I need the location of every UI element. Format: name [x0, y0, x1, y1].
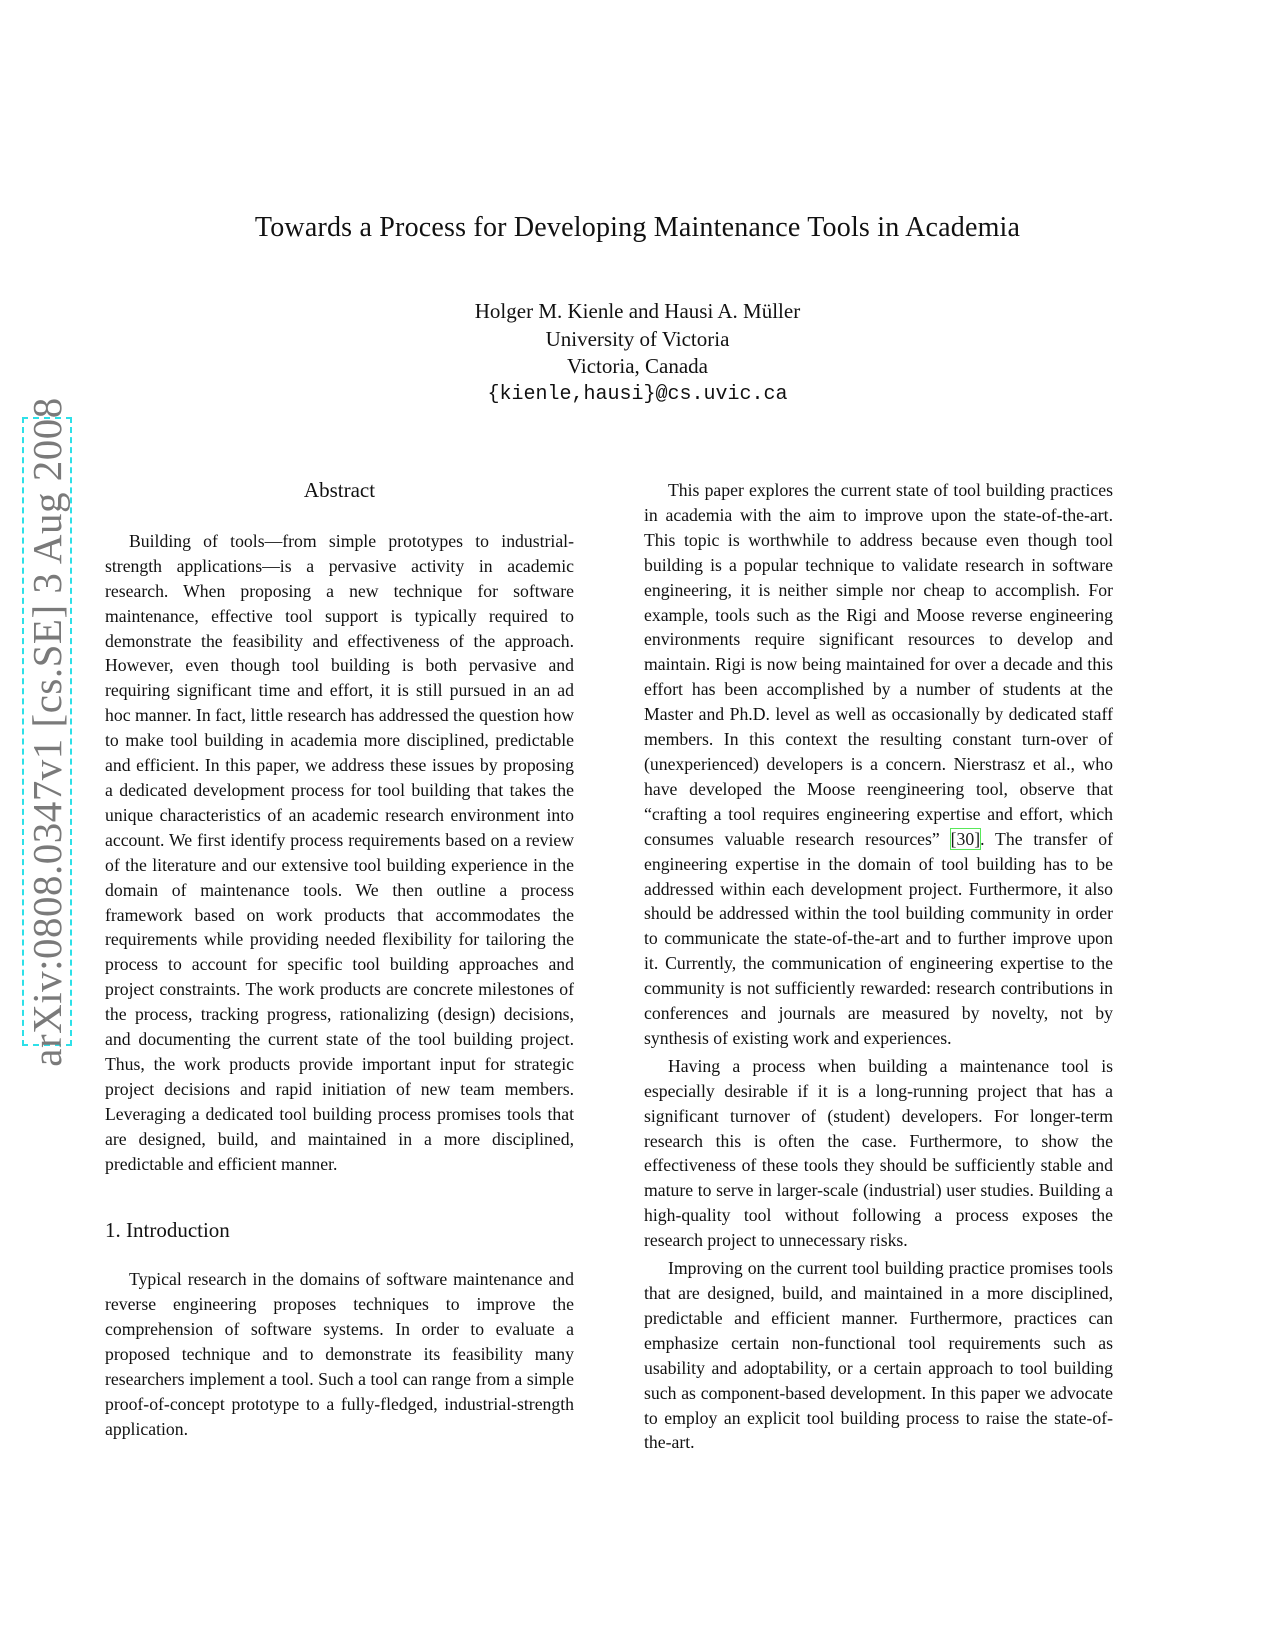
- author-affiliation: University of Victoria: [545, 326, 730, 351]
- introduction-paragraph: Typical research in the domains of software maintenance and reverse engineering proposes techniques to improve the comprehension of software systems. In order to evaluate a proposed technique and to demonstrate its feasibility many researchers implement a tool. Such a tool can range from a simple proof-of-concept prototype to a fully-fledged, industrial-strength application.: [105, 1269, 574, 1439]
- author-email: {kienle,hausi}@cs.uvic.ca: [487, 382, 788, 406]
- body-paragraph: [644, 478, 1113, 1051]
- abstract-heading: Abstract: [303, 478, 376, 502]
- body-paragraph: Improving on the current tool building practice promises tools that are designed, build, and maintained in a more disciplined, predictable and efficient manner. Furthermore, practices can emphasize certain non-functional tool requirements such as usability and adoptability, or a certain approach to tool building such as component-based development. In this paper we advocate to employ an explicit tool building process to raise the state-of-the-art.: [644, 1258, 1113, 1453]
- author-names: Holger M. Kienle and Hausi A. Müller: [474, 299, 801, 323]
- body-paragraph: Having a process when building a maintenance tool is especially desirable if it is a long-running project that has a significant turnover of (student) developers. For longer-term research this is often the case. Furthermore, to show the effectiveness of these tools they should be sufficiently stable and mature to serve in larger-scale (industrial) user studies. Building a high-quality tool without following a process exposes the research project to unnecessary risks.: [644, 1055, 1113, 1251]
- left-column: [105, 478, 574, 1442]
- author-block: [0, 298, 1275, 408]
- right-column: [644, 478, 1113, 1455]
- arxiv-stamp[interactable]: arXiv:0808.0347v1 [cs.SE] 3 Aug 2008: [24, 397, 70, 1067]
- body-text: This paper explores the current state of tool building practices in academia with the aim to improve upon the state-of-the-art. This topic is worthwhile to address because even though tool building is a popular technique to validate research in software engineering, it is neither simple nor cheap to accomplish. For example, tools such as the Rigi and Moose reverse engineering environments require significant resources to develop and maintain. Rigi is now being maintained for over a decade and this effort has been accomplished by a number of students at the Master and Ph.D. level as well as occasionally by dedicated staff members. In this context the resulting constant turn-over of (unexperienced) developers is a concern. Nierstrasz et al., who have developed the Moose reengineering tool, observe that “crafting a tool requires engineering expertise and effort, which consumes valuable research resources”: [644, 480, 1113, 849]
- introduction-heading: 1. Introduction: [105, 1218, 230, 1243]
- author-location: Victoria, Canada: [566, 354, 708, 378]
- citation-link[interactable]: [30]: [950, 828, 981, 849]
- body-text: . The transfer of engineering expertise in the domain of tool building has to be addressed within each development project. Furthermore, it also should be addressed within the tool building community in order to communicate the state-of-the-art and to further improve upon it. Currently, the communication of engineering expertise to the community is not sufficiently rewarded: research contributions in conferences and journals are measured by novelty, not by synthesis of existing work and experiences.: [644, 828, 1113, 1048]
- abstract-text: Building of tools—from simple prototypes to industrial-strength applications—is a pervasive activity in academic research. When proposing a new technique for software maintenance, effective tool support is typically required to demonstrate the feasibility and effectiveness of the approach. However, even though tool building is both pervasive and requiring significant time and effort, it is still pursued in an ad hoc manner. In fact, little research has addressed the question how to make tool building in academia more disciplined, predictable and efficient. In this paper, we address these issues by proposing a dedicated development process for tool building that takes the unique characteristics of an academic research environment into account. We first identify process requirements based on a review of the literature and our extensive tool building experience in the domain of maintenance tools. We then outline a process framework based on work products that accommodates the requirements while providing needed flexibility for tailoring the process to account for specific tool building approaches and project constraints. The work products are concrete milestones of the process, tracking progress, rationalizing (design) decisions, and documenting the current state of the tool building project. Thus, the work products provide important input for strategic project decisions and rapid initiation of new team members. Leveraging a dedicated tool building process promises tools that are designed, build, and maintained in a more disciplined, predictable and efficient manner.: [105, 530, 574, 1174]
- paper-title: Towards a Process for Developing Maintenance Tools in Academia: [254, 212, 1021, 243]
